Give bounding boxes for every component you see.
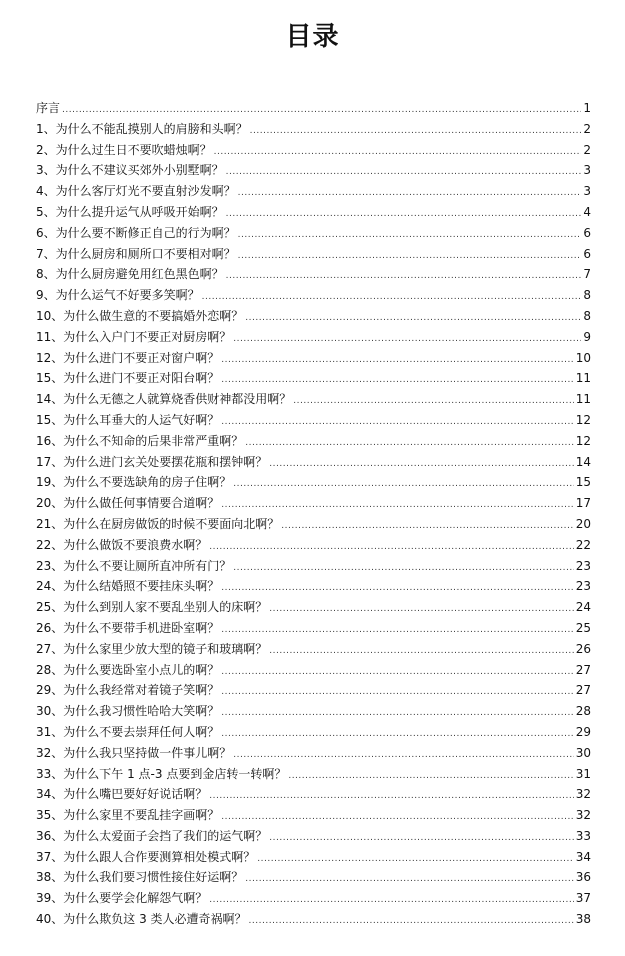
toc-entry-page-number: 32 [575,787,591,802]
toc-entry[interactable] [36,909,591,930]
toc-entry[interactable] [36,285,591,306]
toc-entry-page-number: 30 [575,745,591,760]
toc-entry-page-number: 31 [575,766,591,781]
toc-entry-page-number: 6 [583,225,591,240]
toc-entry-label: 15、为什么进门不要正对阳台啊？ [36,371,220,386]
toc-entry-label: 8、为什么厨房避免用红色黑色啊？ [36,267,224,282]
dot-leader [221,682,573,703]
toc-entry-page-number: 2 [583,142,591,157]
toc-entry-page-number: 1 [583,101,591,115]
toc-entry-page-number: 32 [575,808,591,823]
toc-entry[interactable] [36,202,591,223]
dot-leader [281,516,573,537]
toc-entry-label: 32、为什么我只坚持做一件事儿啊？ [36,745,232,760]
toc-entry-label: 39、为什么要学会化解怨气啊？ [36,891,208,906]
toc-entry[interactable] [36,535,591,556]
toc-entry-label: 2、为什么过生日不要吹蜡烛啊？ [36,142,212,157]
toc-entry-page-number: 23 [575,558,591,573]
dot-leader [238,225,582,246]
toc-entry-page-number: 14 [575,454,591,469]
toc-entry[interactable] [36,431,591,452]
dot-leader [269,454,573,475]
toc-entry[interactable] [36,410,591,431]
toc-entry-page-number: 34 [575,849,591,864]
toc-entry-page-number: 10 [575,350,591,365]
toc-entry-page-number: 22 [575,537,591,552]
toc-entry-label: 30、为什么我习惯性哈哈大笑啊？ [36,704,220,719]
dot-leader [250,121,582,142]
dot-leader [221,495,573,516]
toc-entry-label: 4、为什么客厅灯光不要直射沙发啊？ [36,184,236,199]
toc-entry[interactable] [36,576,591,597]
dot-leader [62,100,581,121]
toc-entry-label: 1、为什么不能乱摸别人的肩膀和头啊？ [36,121,248,136]
toc-entry-page-number: 38 [575,912,591,927]
toc-entry[interactable] [36,556,591,577]
toc-entry-label: 10、为什么做生意的不要搞婚外恋啊？ [36,308,244,323]
toc-entry-label: 11、为什么入户门不要正对厨房啊？ [36,329,232,344]
toc-entry-label: 6、为什么要不断修正自己的行为啊？ [36,225,236,240]
dot-leader [209,890,573,911]
dot-leader [221,412,573,433]
dot-leader [288,766,573,787]
toc-entry-label: 38、为什么我们要习惯性接住好运啊？ [36,870,244,885]
dot-leader [238,183,582,204]
dot-leader [238,246,582,267]
dot-leader [233,474,573,495]
dot-leader [226,266,582,287]
toc-entry[interactable] [36,805,591,826]
toc-entry[interactable] [36,826,591,847]
dot-leader [221,807,573,828]
toc-entry-label: 序言 [36,101,61,115]
toc-entry[interactable] [36,306,591,327]
toc-entry-label: 29、为什么我经常对着镜子笑啊？ [36,683,220,698]
toc-entry-page-number: 9 [583,329,591,344]
toc-entry-page-number: 17 [575,496,591,511]
toc-entry-label: 26、为什么不要带手机进卧室啊？ [36,620,220,635]
toc-entry-label: 22、为什么做饭不要浪费水啊？ [36,537,208,552]
dot-leader [269,828,573,849]
table-of-contents [36,98,591,930]
toc-entry-label: 19、为什么不要选缺角的房子住啊？ [36,475,232,490]
dot-leader [233,329,581,350]
toc-entry-label: 27、为什么家里少放大型的镜子和玻璃啊？ [36,641,268,656]
toc-entry[interactable] [36,389,591,410]
toc-entry-label: 33、为什么下午 1 点-3 点要到金店转一转啊？ [36,766,287,781]
toc-entry[interactable] [36,660,591,681]
dot-leader [226,204,582,225]
toc-entry[interactable] [36,618,591,639]
toc-entry-page-number: 11 [575,392,591,407]
toc-entry-page-number: 6 [583,246,591,261]
toc-entry-page-number: 8 [583,288,591,303]
toc-entry-label: 17、为什么进门玄关处要摆花瓶和摆钟啊？ [36,454,268,469]
dot-leader [214,142,582,163]
toc-entry-label: 40、为什么欺负这 3 类人必遭奇祸啊？ [36,912,247,927]
toc-entry[interactable] [36,160,591,181]
toc-entry-page-number: 29 [575,724,591,739]
dot-leader [209,537,573,558]
toc-entry-label: 16、为什么不知命的后果非常严重啊？ [36,433,244,448]
toc-entry-page-number: 23 [575,579,591,594]
toc-entry-label: 5、为什么提升运气从呼吸开始啊？ [36,204,224,219]
toc-entry-label: 34、为什么嘴巴要好好说话啊？ [36,787,208,802]
toc-entry-label: 9、为什么运气不好要多笑啊？ [36,288,200,303]
toc-entry-page-number: 20 [575,516,591,531]
toc-entry[interactable] [36,639,591,660]
toc-entry[interactable] [36,514,591,535]
toc-entry-label: 7、为什么厨房和厕所口不要相对啊？ [36,246,236,261]
toc-entry[interactable] [36,327,591,348]
dot-leader [221,620,573,641]
toc-entry-page-number: 2 [583,121,591,136]
toc-entry[interactable] [36,847,591,868]
toc-entry-label: 14、为什么无德之人就算烧香供财神都没用啊？ [36,392,292,407]
toc-entry-page-number: 37 [575,891,591,906]
toc-entry-label: 25、为什么到别人家不要乱坐别人的床啊？ [36,600,268,615]
toc-entry-page-number: 11 [575,371,591,386]
toc-entry-label: 28、为什么要选卧室小点儿的啊？ [36,662,220,677]
dot-leader [245,433,573,454]
toc-entry-page-number: 3 [583,184,591,199]
toc-entry[interactable] [36,888,591,909]
toc-entry[interactable] [36,867,591,888]
toc-entry[interactable] [36,244,591,265]
toc-entry[interactable] [36,472,591,493]
toc-entry-page-number: 12 [575,412,591,427]
toc-entry[interactable] [36,348,591,369]
toc-entry[interactable] [36,452,591,473]
toc-entry-page-number: 12 [575,433,591,448]
dot-leader [221,578,573,599]
toc-entry[interactable] [36,119,591,140]
toc-entry-label: 20、为什么做任何事情要合道啊？ [36,496,220,511]
toc-entry[interactable] [36,680,591,701]
dot-leader [257,849,573,870]
toc-entry-label: 12、为什么进门不要正对窗户啊？ [36,350,220,365]
toc-entry-label: 3、为什么不建议买郊外小别墅啊？ [36,163,224,178]
toc-entry-label: 31、为什么不要去崇拜任何人啊？ [36,724,220,739]
dot-leader [209,786,573,807]
toc-entry-label: 36、为什么太爱面子会挡了我们的运气啊？ [36,828,268,843]
toc-entry-page-number: 26 [575,641,591,656]
dot-leader [233,745,573,766]
dot-leader [245,869,573,890]
dot-leader [221,703,573,724]
toc-entry[interactable] [36,98,591,119]
toc-entry-page-number: 28 [575,704,591,719]
toc-entry-page-number: 24 [575,600,591,615]
toc-entry-page-number: 36 [575,870,591,885]
toc-entry-label: 37、为什么跟人合作要测算相处模式啊？ [36,849,256,864]
toc-entry-label: 21、为什么在厨房做饭的时候不要面向北啊？ [36,516,280,531]
dot-leader [269,599,573,620]
toc-entry[interactable] [36,223,591,244]
toc-entry[interactable] [36,264,591,285]
toc-entry-label: 24、为什么结婚照不要挂床头啊？ [36,579,220,594]
toc-entry-page-number: 33 [575,828,591,843]
dot-leader [221,724,573,745]
toc-entry-label: 15、为什么耳垂大的人运气好啊？ [36,412,220,427]
toc-entry-label: 23、为什么不要让厕所直冲所有门？ [36,558,232,573]
dot-leader [221,662,573,683]
toc-entry-page-number: 15 [575,475,591,490]
toc-entry[interactable] [36,368,591,389]
toc-entry[interactable] [36,701,591,722]
dot-leader [269,641,573,662]
toc-entry-page-number: 25 [575,620,591,635]
dot-leader [293,391,573,412]
toc-entry[interactable] [36,743,591,764]
toc-entry[interactable] [36,181,591,202]
toc-entry-page-number: 27 [575,662,591,677]
toc-entry-label: 35、为什么家里不要乱挂字画啊？ [36,808,220,823]
toc-entry-page-number: 7 [583,267,591,282]
toc-entry[interactable] [36,764,591,785]
toc-entry-page-number: 4 [583,204,591,219]
toc-entry-page-number: 3 [583,163,591,178]
dot-leader [249,911,574,932]
dot-leader [245,308,581,329]
dot-leader [221,370,573,391]
page-title: 目录 [285,22,340,52]
toc-entry[interactable] [36,597,591,618]
toc-entry[interactable] [36,140,591,161]
dot-leader [226,162,582,183]
toc-entry[interactable] [36,493,591,514]
dot-leader [233,558,573,579]
toc-entry-page-number: 8 [583,308,591,323]
toc-entry[interactable] [36,722,591,743]
toc-entry-page-number: 27 [575,683,591,698]
dot-leader [202,287,582,308]
dot-leader [221,350,573,371]
toc-entry[interactable] [36,784,591,805]
